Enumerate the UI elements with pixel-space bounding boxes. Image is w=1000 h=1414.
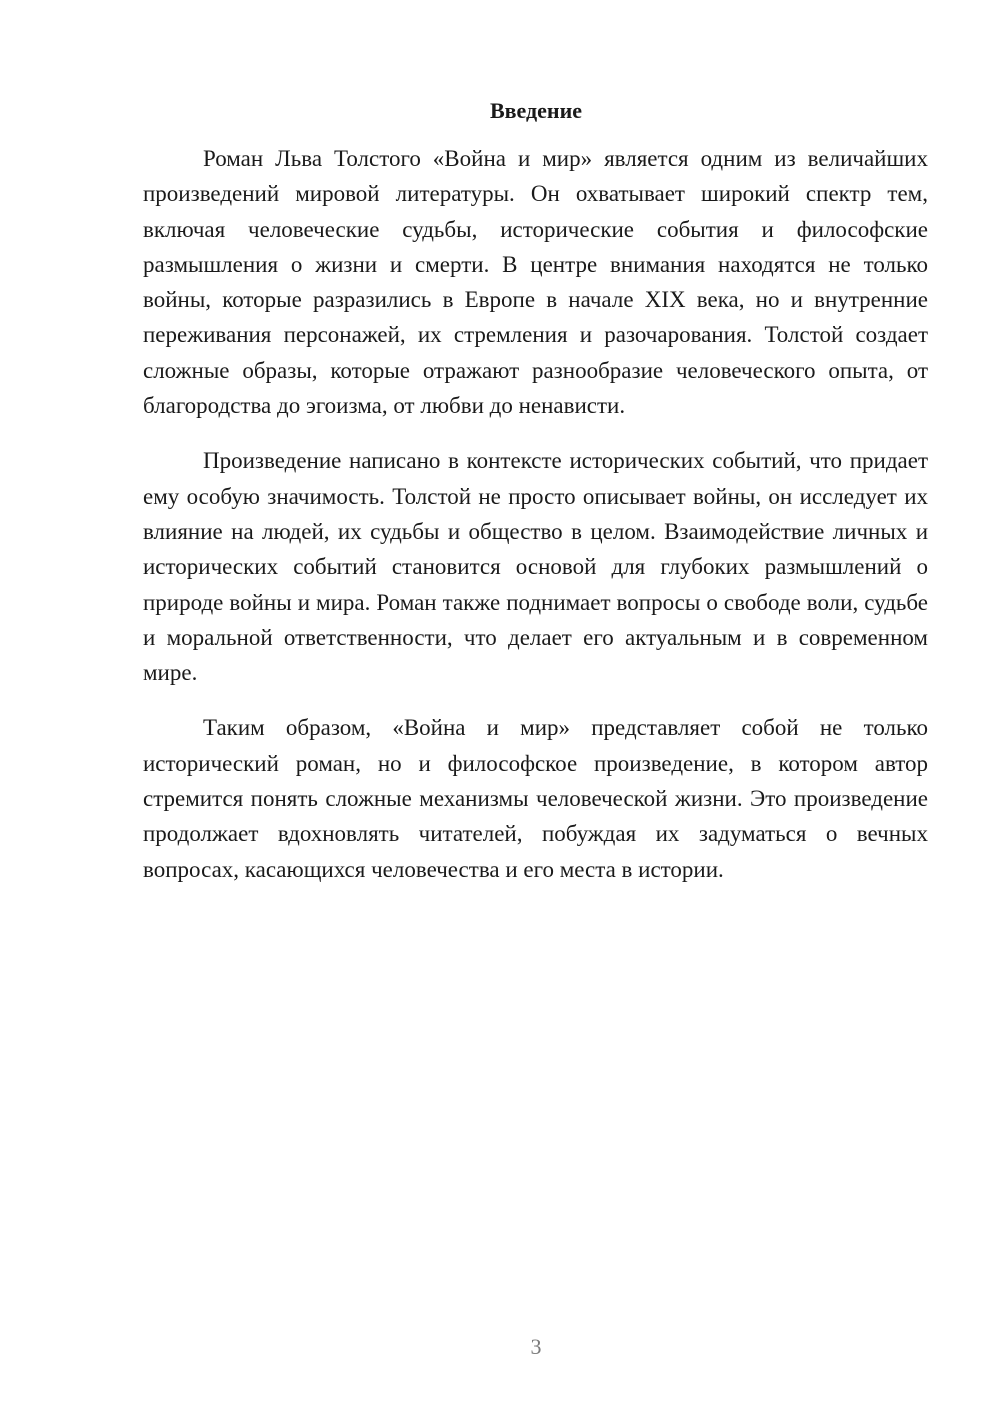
- paragraph-2: Произведение написано в контексте исторических событий, что придает ему особую значимость. Толстой не просто описывает войны, он исследует их влияние на людей, их судьбы и общество в целом. Взаимодействие личных и исторических событий становится основой для глубоких размышлений о природе войны и мира. Роман также поднимает вопросы о свободе воли, судьбе и моральной ответственности, что делает его актуальным и в современном мире.: [143, 448, 928, 686]
- paragraph-3: Таким образом, «Война и мир» представляет собой не только исторический роман, но и философское произведение, в котором автор стремится понять сложные механизмы человеческой жизни. Это произведение продолжает вдохновлять читателей, побуждая их задуматься о вечных вопросах, касающихся человечества и его места в истории.: [143, 715, 928, 882]
- body-text: [143, 141, 928, 907]
- section-heading: Введение: [489, 98, 583, 123]
- paragraph-1: Роман Льва Толстого «Война и мир» является одним из величайших произведений мировой литературы. Он охватывает широкий спектр тем, включая человеческие судьбы, исторические события и философские размышления о жизни и смерти. В центре внимания находятся не только войны, которые разразились в Европе в начале XIX века, но и внутренние переживания персонажей, их стремления и разочарования. Толстой создает сложные образы, которые отражают разнообразие человеческого опыта, от благородства до эгоизма, от любви до ненависти.: [143, 146, 928, 419]
- page-number: 3: [530, 1334, 542, 1359]
